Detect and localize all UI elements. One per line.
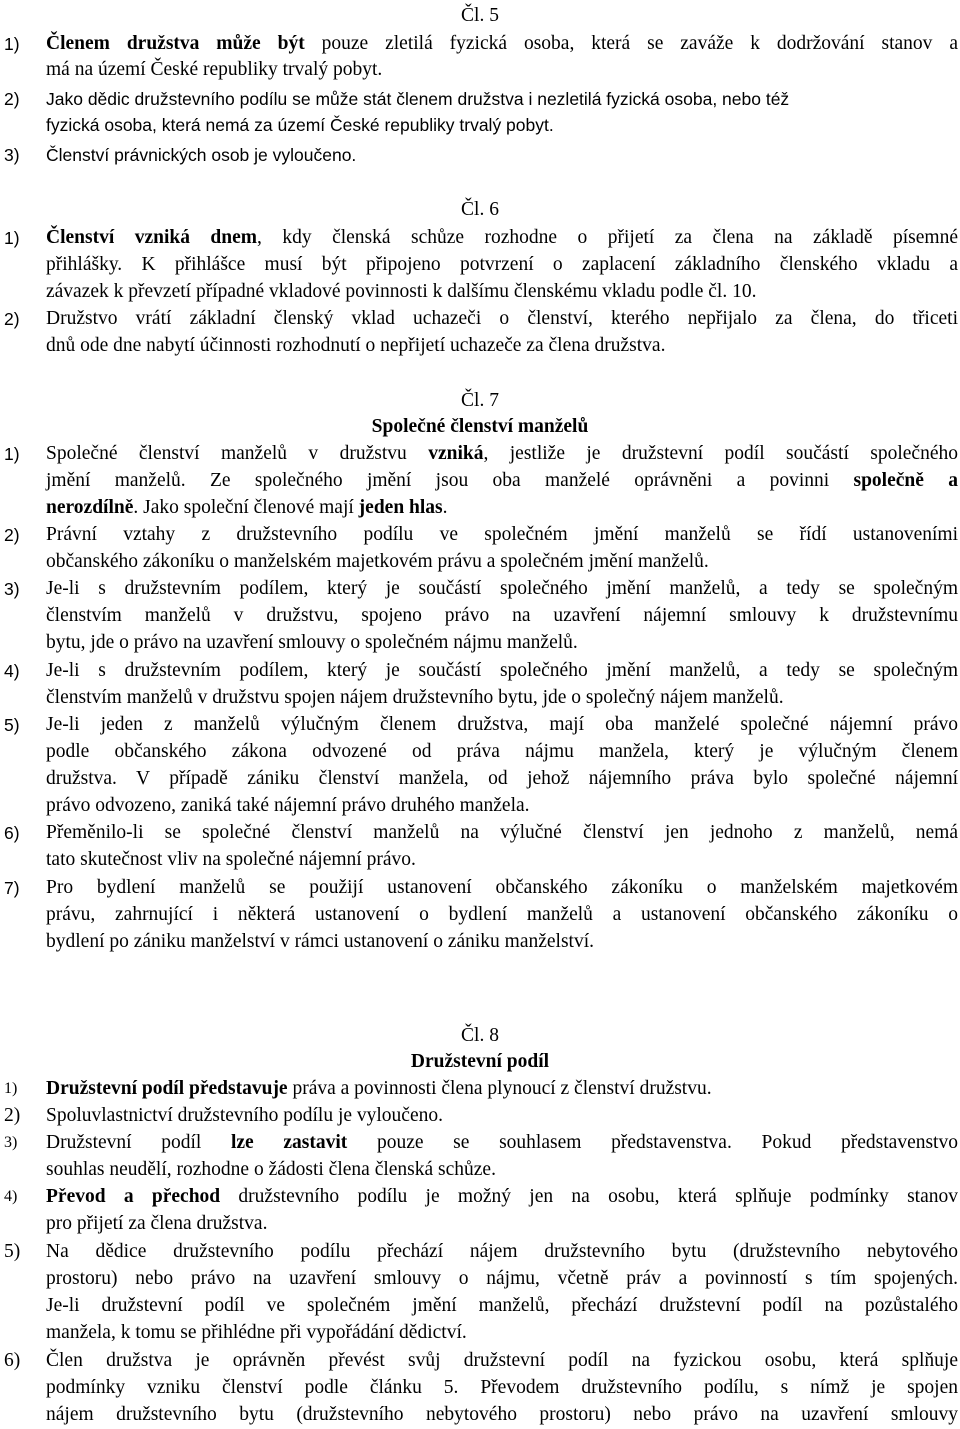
paragraph-line: dnů ode dne nabytí účinnosti rozhodnutí o nepřijetí uchazeče za člena družstva. (46, 335, 666, 356)
bold-text: jeden hlas (358, 497, 443, 518)
item-number: 4) (4, 1188, 18, 1205)
paragraph-line: Členství právnických osob je vyloučeno. (46, 145, 357, 165)
item-number: 5) (4, 1241, 21, 1262)
paragraph-line: členstvím manželů v družstvu, spojeno právo na uzavření nájemní smlouvy k družstevnímu (46, 605, 958, 626)
item-number: 1) (4, 228, 20, 248)
item-number: 1) (4, 34, 20, 54)
paragraph-line: Členem družstva může být pouze zletilá fyzická osoba, která se zaváže k dodržování stanov a (46, 33, 958, 54)
paragraph-line: nerozdílně. Jako společní členové mají jeden hlas. (46, 497, 448, 518)
paragraph-line: závazek k převzetí případné vkladové povinnosti k dalšímu členskému vkladu podle čl. 10. (46, 281, 757, 302)
paragraph-line: Na dědice družstevního podílu přechází nájem družstevního bytu (družstevního nebytového (46, 1241, 958, 1262)
paragraph-line: prostoru) nebo právo na uzavření smlouvy o nájmu, včetně práv a povinností s tím spojených. (46, 1268, 958, 1289)
article-8-title: Družstevní podíl (410, 1051, 550, 1072)
paragraph-line: Jako dědic družstevního podílu se může stát členem družstva i nezletilá fyzická osoba, nebo též (46, 89, 790, 109)
paragraph-line: Členství vzniká dnem, kdy členská schůze rozhodne o přijetí za člena na základě písemné (46, 227, 958, 248)
paragraph-line: Člen družstva je oprávněn převést svůj družstevní podíl na fyzickou osobu, která splňuje (46, 1350, 958, 1371)
item-number: 4) (4, 661, 20, 681)
item-number: 2) (4, 1105, 21, 1126)
paragraph-line: fyzická osoba, která nemá za území České republiky trvalý pobyt. (46, 115, 554, 135)
item-number: 1) (4, 444, 20, 464)
paragraph-line: podmínky vzniku členství podle článku 5. Převodem družstevního podílu, s nímž je spojen (46, 1377, 958, 1398)
paragraph-line: právo odvozeno, zaniká také nájemní právo druhého manžela. (46, 795, 530, 816)
paragraph-line: Je-li s družstevním podílem, který je součástí společného jmění manželů, a tedy se společným (46, 578, 958, 599)
bold-text: společně a (853, 470, 958, 491)
paragraph-line: družstva. V případě zániku členství manžela, od jehož nájemního práva bylo společné nájemní (46, 768, 958, 789)
bold-text: Převod a přechod (46, 1186, 221, 1207)
item-number: 2) (4, 525, 20, 545)
item-number: 6) (4, 823, 20, 843)
paragraph-line: Družstvo vrátí základní členský vklad uchazeči o členství, kterého nepřijalo za člena, do třiceti (46, 308, 958, 329)
bold-text: vzniká (428, 443, 484, 464)
paragraph-line: Převod a přechod družstevního podílu je možný jen na osobu, která splňuje podmínky stanov (46, 1186, 958, 1207)
paragraph-line: bytu, jde o právo na uzavření smlouvy o společném nájmu manželů. (46, 632, 578, 653)
article-6-heading: Čl. 6 (461, 199, 499, 220)
bold-text: nerozdílně (46, 497, 134, 518)
bold-text: lze zastavit (230, 1132, 348, 1153)
paragraph-line: Je-li jeden z manželů výlučným členem družstva, mají oba manželé společné nájemní právo (46, 714, 958, 735)
paragraph-line: jmění manželů. Ze společného jmění jsou oba manželé oprávněni a povinni společně a (46, 470, 958, 491)
paragraph-line: Družstevní podíl představuje práva a povinnosti člena plynoucí z členství družstvu. (46, 1078, 712, 1099)
item-number: 3) (4, 579, 20, 599)
paragraph-line: manžela, k tomu se přihlédne při vypořádání dědictví. (46, 1322, 467, 1343)
paragraph-line: Družstevní podíl lze zastavit pouze se souhlasem představenstva. Pokud představenstvo (46, 1132, 958, 1153)
article-5-heading: Čl. 5 (461, 5, 499, 26)
paragraph-line: Právní vztahy z družstevního podílu ve společném jmění manželů se řídí ustanoveními (46, 524, 958, 545)
paragraph-line: má na území České republiky trvalý pobyt. (46, 59, 383, 80)
article-8-heading: Čl. 8 (461, 1025, 499, 1046)
paragraph-line: Pro bydlení manželů se použijí ustanovení občanského zákoníku o manželském majetkovém (46, 877, 958, 898)
item-number: 2) (4, 309, 20, 329)
paragraph-line: právu, zahrnující i některá ustanovení o bydlení manželů a ustanovení občanského zákoníku o (46, 904, 958, 925)
paragraph-line: členstvím manželů v družstvu spojen nájem družstevního bytu, jde o společný nájem manželů. (46, 687, 784, 708)
paragraph-line: Společné členství manželů v družstvu vzniká, jestliže je družstevní podíl součástí společného (46, 443, 958, 464)
paragraph-line: přihlášky. K přihlášce musí být připojeno potvrzení o zaplacení základního členského vkladu a (46, 254, 958, 275)
item-number: 5) (4, 715, 20, 735)
paragraph-line: pro přijetí za člena družstva. (46, 1213, 268, 1234)
paragraph-line: nájem družstevního bytu (družstevního nebytového prostoru) nebo právo na uzavření smlouvy (46, 1404, 958, 1425)
paragraph-line: občanského zákoníku o manželském majetkovém právu a společném jmění manželů. (46, 551, 709, 572)
paragraph-line: Přeměnilo-li se společné členství manželů na výlučné členství jen jednoho z manželů, nemá (46, 822, 958, 843)
paragraph-line: Je-li družstevní podíl ve společném jmění manželů, přechází družstevní podíl na pozůstalého (46, 1295, 958, 1316)
paragraph-line: souhlas neudělí, rozhodne o žádosti člena členská schůze. (46, 1159, 496, 1180)
item-number: 3) (4, 1134, 18, 1151)
bold-text: Členem družstva může být (46, 33, 305, 54)
item-number: 3) (4, 145, 20, 165)
paragraph-line: podle občanského zákona odvozené od práva nájmu manžela, který je výlučným členem (46, 741, 958, 762)
bold-text: Členství vzniká dnem (46, 227, 258, 248)
article-7-title: Společné členství manželů (371, 416, 589, 437)
paragraph-line: tato skutečnost vliv na společné nájemní právo. (46, 849, 416, 870)
article-7-heading: Čl. 7 (461, 390, 499, 411)
paragraph-line: bydlení po zániku manželství v rámci ustanovení o zániku manželství. (46, 931, 595, 952)
item-number: 6) (4, 1350, 21, 1371)
bold-text: Družstevní podíl představuje (46, 1078, 288, 1099)
paragraph-line: Spoluvlastnictví družstevního podílu je vyloučeno. (46, 1105, 443, 1126)
item-number: 7) (4, 878, 20, 898)
item-number: 1) (4, 1080, 18, 1097)
item-number: 2) (4, 89, 20, 109)
paragraph-line: Je-li s družstevním podílem, který je součástí společného jmění manželů, a tedy se společným (46, 660, 958, 681)
